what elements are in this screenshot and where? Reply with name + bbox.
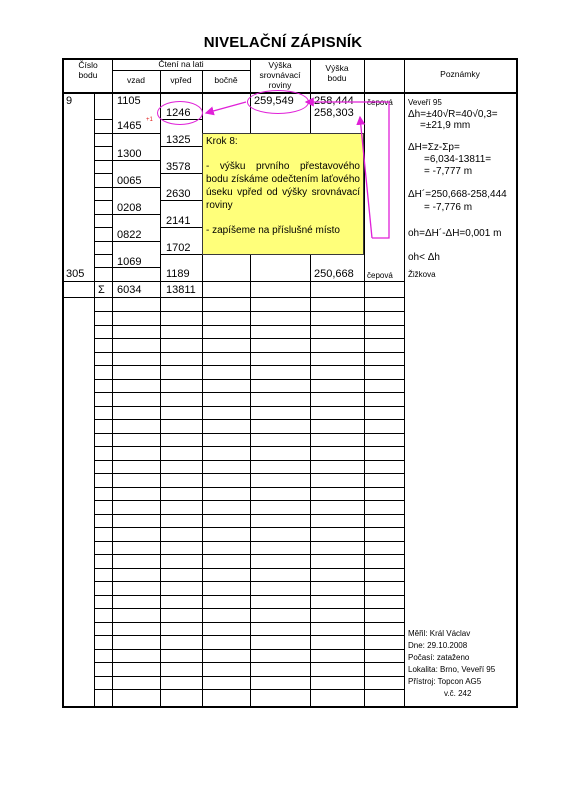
vpred-value: 2141 — [166, 215, 191, 227]
note-dH: ΔH=Σz-Σp= — [408, 142, 460, 153]
vyska-bodu-value: 258,444 — [314, 95, 354, 107]
header-bocne: bočně — [214, 75, 238, 85]
footer-pocasi: Počasí: zataženo — [408, 653, 470, 662]
vzad-value: 1465 — [117, 120, 142, 132]
vzad-value: 0822 — [117, 229, 142, 241]
note-end-name: Žižkova — [408, 270, 436, 279]
callout-para2: - zapíšeme na příslušné místo — [206, 225, 340, 236]
callout-title: Krok 8: — [206, 136, 238, 147]
note-dH-3: = -7,777 m — [424, 166, 473, 177]
footer-meril: Měřil: Král Václav — [408, 629, 471, 638]
footer-pristroj: Přístroj: Topcon AG5 — [408, 677, 482, 686]
point-start: 9 — [66, 95, 73, 107]
page-title: NIVELAČNÍ ZÁPISNÍK — [203, 34, 363, 51]
vyska-bodu-value: 258,303 — [314, 107, 354, 119]
vzad-value: 1069 — [117, 256, 142, 268]
vpred-value: 2630 — [166, 188, 191, 200]
vzad-value: 1105 — [117, 95, 141, 107]
header-vpred: vpřed — [170, 75, 192, 85]
callout-para1: - výšku prvního přestavového bodu získáme odečtením laťového úseku vpřed od výšky srovnávací roviny — [206, 161, 360, 211]
cepova-label: čepová — [367, 98, 393, 107]
header-poznamky: Poznámky — [440, 69, 480, 79]
point-end: 305 — [66, 268, 85, 280]
header-srovnavaci: Výška srovnávací roviny — [259, 60, 301, 90]
arrow-to-vyska — [360, 117, 372, 238]
cepova-label: čepová — [367, 271, 393, 280]
sum-vzad: 6034 — [117, 284, 142, 296]
srovnavaci-rovina-value: 259,549 — [254, 95, 294, 107]
vpred-value: 1325 — [166, 134, 191, 146]
arrow-to-srovnavaci — [306, 102, 389, 238]
vzad-value: 0208 — [117, 202, 142, 214]
note-dH2-2: = -7,776 m — [424, 202, 473, 213]
note-dh-limit-2: =±21,9 mm — [420, 120, 471, 131]
vpred-value: 1189 — [166, 268, 190, 280]
footer-vc: v.č. 242 — [444, 689, 472, 698]
note-dH-2: =6,034-13811= — [424, 154, 492, 165]
vpred-value: 1702 — [166, 242, 191, 254]
header-vyska-bodu: Výška bodu — [325, 63, 349, 83]
footer-lokalita: Lokalita: Brno, Veveří 95 — [408, 665, 496, 674]
vzad-value: 0065 — [117, 175, 142, 187]
arrow-vpred-link — [206, 102, 246, 113]
sigma-symbol: Σ — [98, 284, 105, 296]
vpred-value: 1246 — [166, 107, 191, 119]
note-dH2: ΔH´=250,668-258,444 — [408, 189, 507, 200]
vpred-value: 3578 — [166, 161, 191, 173]
vzad-correction-mark: +1 — [146, 117, 153, 123]
header-cteni: Čtení na lati — [158, 59, 204, 69]
footer-dne: Dne: 29.10.2008 — [408, 641, 468, 650]
vzad-value: 1300 — [117, 148, 142, 160]
header-cislo: Číslo bodu — [78, 60, 98, 80]
note-oh: oh=ΔH´-ΔH=0,001 m — [408, 228, 502, 239]
vyska-bodu-value: 250,668 — [314, 268, 354, 280]
note-dh-limit: Δh=±40√R=40√0,3= — [408, 109, 498, 120]
note-start-name: Veveří 95 — [408, 98, 442, 107]
header-vzad: vzad — [127, 75, 145, 85]
note-oh-compare: oh< Δh — [408, 252, 440, 263]
sum-vpred: 13811 — [166, 284, 196, 296]
